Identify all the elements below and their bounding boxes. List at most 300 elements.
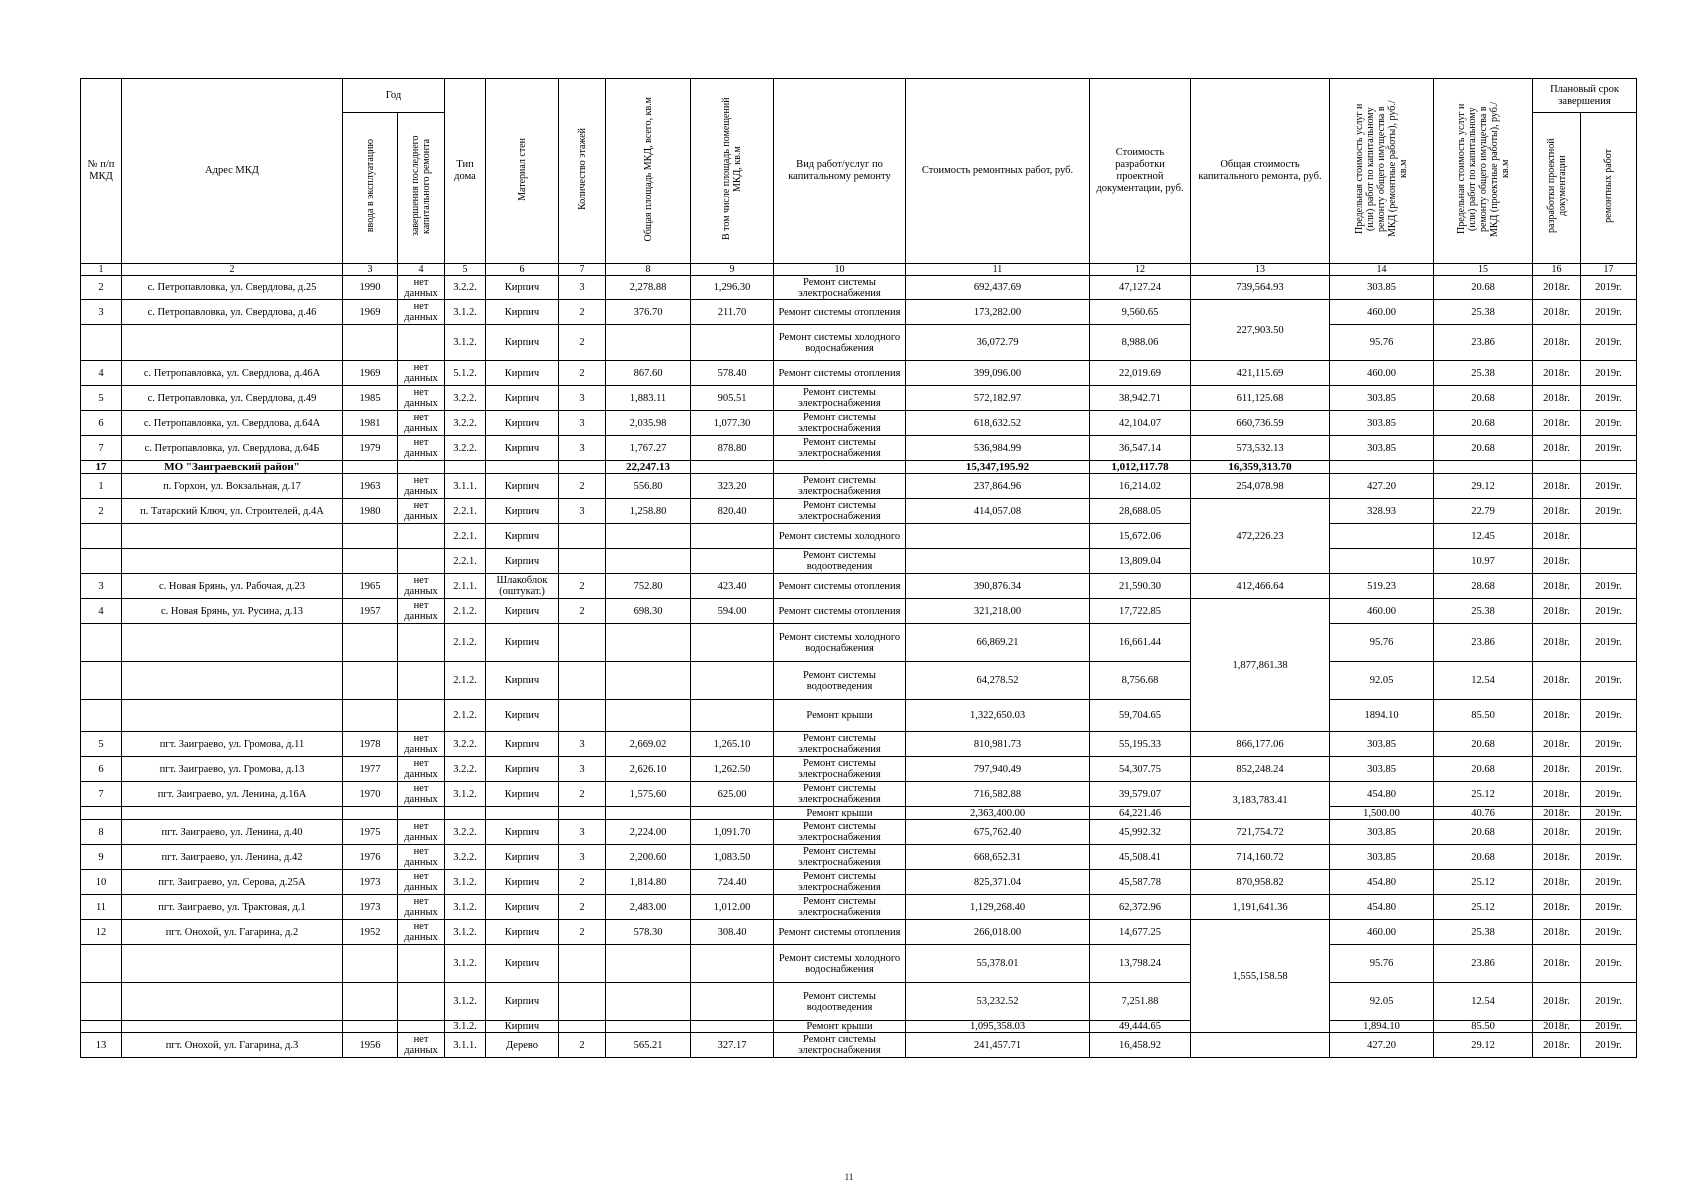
cell-floors: 2 [559,895,606,920]
cell-address: пгт. Онохой, ул. Гагарина, д.2 [122,920,343,945]
cell-address: с. Петропавловка, ул. Свердлова, д.64Б [122,436,343,461]
cell-num [81,807,122,820]
cell-house-type: 3.1.1. [445,1033,486,1058]
cell-deadline-design: 2018г. [1533,757,1581,782]
cell-design-cost: 45,508.41 [1090,845,1191,870]
cell-wall: Кирпич [486,662,559,700]
cell-area-total: 556.80 [606,474,691,499]
cell-deadline-works: 2019г. [1581,361,1637,386]
cell-deadline-works: 2019г. [1581,599,1637,624]
cell-area-premises [691,662,774,700]
cell-year-entry: 1975 [343,820,398,845]
cell-work-type: Ремонт системы электроснабжения [774,732,906,757]
header-area-premises: В том числе площадь помещений МКД, кв.м [691,79,774,264]
cell-work-type: Ремонт системы отопления [774,300,906,325]
cell-deadline-works: 2019г. [1581,276,1637,300]
table-row [81,757,1637,782]
cell-limit-design: 25.12 [1434,895,1533,920]
cell-work-type: Ремонт системы электроснабжения [774,820,906,845]
cell-floors: 3 [559,386,606,411]
cell-total-cost: 573,532.13 [1191,436,1330,461]
cell-work-type: Ремонт крыши [774,700,906,732]
cell-limit-repair: 303.85 [1330,757,1434,782]
cell-total-cost: 16,359,313.70 [1191,461,1330,474]
cell-limit-design: 20.68 [1434,386,1533,411]
cell-year-entry: 1956 [343,1033,398,1058]
cell-address [122,945,343,983]
cell-design-cost: 62,372.96 [1090,895,1191,920]
cell-area-premises [691,549,774,574]
cell-work-type: Ремонт системы электроснабжения [774,499,906,524]
cell-address: с. Петропавловка, ул. Свердлова, д.25 [122,276,343,300]
column-number: 10 [774,264,906,276]
cell-area-premises: 211.70 [691,300,774,325]
cell-deadline-design: 2018г. [1533,300,1581,325]
cell-deadline-design: 2018г. [1533,386,1581,411]
cell-house-type: 3.2.2. [445,820,486,845]
cell-year-repair [398,524,445,549]
cell-area-total: 565.21 [606,1033,691,1058]
table-row [81,870,1637,895]
cell-year-entry: 1981 [343,411,398,436]
cell-limit-design: 12.45 [1434,524,1533,549]
cell-area-premises [691,1021,774,1033]
cell-year-repair [398,624,445,662]
cell-year-repair: нет данных [398,757,445,782]
column-number: 7 [559,264,606,276]
cell-num: 2 [81,276,122,300]
cell-house-type: 3.1.2. [445,945,486,983]
cell-area-total: 578.30 [606,920,691,945]
header-repair-cost: Стоимость ремонтных работ, руб. [906,79,1090,264]
cell-limit-repair: 427.20 [1330,474,1434,499]
cell-area-premises [691,807,774,820]
cell-year-repair: нет данных [398,411,445,436]
table-body [81,276,1637,1058]
cell-house-type: 3.2.2. [445,276,486,300]
header-num: № п/п МКД [81,79,122,264]
cell-limit-design: 25.38 [1434,920,1533,945]
cell-year-repair: нет данных [398,276,445,300]
cell-area-total [606,807,691,820]
cell-limit-repair: 95.76 [1330,945,1434,983]
cell-repair-cost: 1,322,650.03 [906,700,1090,732]
cell-house-type: 3.1.2. [445,300,486,325]
cell-limit-repair [1330,524,1434,549]
subtotal-row [81,461,1637,474]
cell-year-entry: 1965 [343,574,398,599]
cell-house-type: 2.1.1. [445,574,486,599]
cell-num: 13 [81,1033,122,1058]
cell-deadline-works: 2019г. [1581,807,1637,820]
cell-work-type: Ремонт системы электроснабжения [774,895,906,920]
cell-area-total: 698.30 [606,599,691,624]
cell-num [81,945,122,983]
cell-total-cost: 739,564.93 [1191,276,1330,300]
cell-floors: 3 [559,411,606,436]
cell-area-premises: 1,265.10 [691,732,774,757]
cell-work-type: Ремонт системы водоотведения [774,983,906,1021]
cell-deadline-design: 2018г. [1533,325,1581,361]
cell-deadline-design: 2018г. [1533,499,1581,524]
cell-limit-design: 22.79 [1434,499,1533,524]
cell-address: пгт. Заиграево, ул. Серова, д.25А [122,870,343,895]
cell-area-total: 1,258.80 [606,499,691,524]
column-number: 13 [1191,264,1330,276]
column-number: 8 [606,264,691,276]
cell-deadline-works: 2019г. [1581,845,1637,870]
cell-design-cost: 9,560.65 [1090,300,1191,325]
cell-area-premises: 327.17 [691,1033,774,1058]
cell-area-premises: 625.00 [691,782,774,807]
cell-repair-cost: 797,940.49 [906,757,1090,782]
cell-year-entry: 1980 [343,499,398,524]
cell-floors [559,461,606,474]
cell-area-total: 2,278.88 [606,276,691,300]
cell-house-type: 3.2.2. [445,757,486,782]
cell-num: 3 [81,300,122,325]
cell-limit-repair [1330,461,1434,474]
cell-floors [559,624,606,662]
cell-work-type: Ремонт системы отопления [774,599,906,624]
cell-house-type: 3.1.2. [445,325,486,361]
cell-year-repair: нет данных [398,782,445,807]
cell-repair-cost: 55,378.01 [906,945,1090,983]
cell-floors [559,700,606,732]
cell-wall: Кирпич [486,549,559,574]
cell-deadline-works: 2019г. [1581,732,1637,757]
cell-area-premises: 423.40 [691,574,774,599]
cell-design-cost: 38,942.71 [1090,386,1191,411]
cell-address [122,662,343,700]
cell-house-type: 3.1.2. [445,1021,486,1033]
header-design-cost: Стоимость разработки проектной документации, руб. [1090,79,1191,264]
cell-limit-repair: 303.85 [1330,436,1434,461]
cell-design-cost: 21,590.30 [1090,574,1191,599]
cell-year-entry: 1973 [343,895,398,920]
cell-floors [559,1021,606,1033]
cell-deadline-design: 2018г. [1533,983,1581,1021]
cell-area-total: 752.80 [606,574,691,599]
cell-deadline-design: 2018г. [1533,436,1581,461]
cell-deadline-works: 2019г. [1581,820,1637,845]
cell-year-repair: нет данных [398,920,445,945]
cell-address: пгт. Заиграево, ул. Ленина, д.16А [122,782,343,807]
cell-limit-design: 20.68 [1434,732,1533,757]
table-row [81,807,1637,820]
cell-design-cost: 13,809.04 [1090,549,1191,574]
cell-year-entry: 1957 [343,599,398,624]
cell-address: с. Новая Брянь, ул. Рабочая, д.23 [122,574,343,599]
cell-area-premises: 1,083.50 [691,845,774,870]
cell-total-cost: 870,958.82 [1191,870,1330,895]
cell-deadline-works: 2019г. [1581,574,1637,599]
cell-deadline-design: 2018г. [1533,599,1581,624]
cell-area-premises: 820.40 [691,499,774,524]
cell-area-total: 2,200.60 [606,845,691,870]
cell-work-type: Ремонт системы холодного водоснабжения [774,624,906,662]
table-row [81,845,1637,870]
cell-floors: 2 [559,474,606,499]
cell-limit-design: 20.68 [1434,276,1533,300]
cell-year-entry: 1963 [343,474,398,499]
cell-deadline-works: 2019г. [1581,474,1637,499]
cell-num: 5 [81,386,122,411]
cell-limit-repair: 95.76 [1330,325,1434,361]
cell-year-repair: нет данных [398,499,445,524]
cell-year-repair: нет данных [398,895,445,920]
cell-area-premises: 1,262.50 [691,757,774,782]
cell-year-entry [343,700,398,732]
table-row [81,983,1637,1021]
cell-deadline-design: 2018г. [1533,782,1581,807]
cell-wall: Кирпич [486,700,559,732]
cell-floors: 3 [559,732,606,757]
cell-floors: 3 [559,276,606,300]
cell-deadline-design: 2018г. [1533,574,1581,599]
cell-work-type: Ремонт системы отопления [774,361,906,386]
cell-design-cost: 16,458.92 [1090,1033,1191,1058]
table-row [81,895,1637,920]
cell-address: п. Татарский Ключ, ул. Строителей, д.4А [122,499,343,524]
cell-year-repair: нет данных [398,361,445,386]
cell-address: пгт. Заиграево, ул. Ленина, д.42 [122,845,343,870]
cell-limit-repair: 1894.10 [1330,700,1434,732]
cell-address [122,549,343,574]
cell-deadline-design: 2018г. [1533,700,1581,732]
cell-total-cost: 1,877,861.38 [1191,599,1330,732]
cell-year-entry [343,807,398,820]
table-row [81,732,1637,757]
cell-repair-cost: 716,582.88 [906,782,1090,807]
cell-wall: Дерево [486,1033,559,1058]
cell-limit-repair: 427.20 [1330,1033,1434,1058]
cell-year-repair: нет данных [398,474,445,499]
cell-total-cost: 714,160.72 [1191,845,1330,870]
cell-repair-cost: 266,018.00 [906,920,1090,945]
cell-deadline-design: 2018г. [1533,276,1581,300]
cell-year-repair: нет данных [398,870,445,895]
cell-area-premises [691,700,774,732]
cell-deadline-works: 2019г. [1581,945,1637,983]
cell-area-premises: 1,077.30 [691,411,774,436]
cell-deadline-works: 2019г. [1581,700,1637,732]
capital-repair-table [80,78,1637,1058]
cell-repair-cost: 1,129,268.40 [906,895,1090,920]
cell-address [122,1021,343,1033]
cell-house-type: 2.2.1. [445,524,486,549]
cell-house-type [445,461,486,474]
header-total-cost: Общая стоимость капитального ремонта, руб. [1191,79,1330,264]
cell-num: 12 [81,920,122,945]
cell-deadline-design: 2018г. [1533,1033,1581,1058]
cell-address: пгт. Онохой, ул. Гагарина, д.3 [122,1033,343,1058]
cell-deadline-design: 2018г. [1533,474,1581,499]
cell-total-cost: 227,903.50 [1191,300,1330,361]
cell-year-repair: нет данных [398,599,445,624]
header-deadline-works: ремонтных работ [1581,113,1637,264]
cell-limit-repair: 95.76 [1330,624,1434,662]
cell-year-repair [398,325,445,361]
cell-floors: 3 [559,757,606,782]
cell-num [81,662,122,700]
cell-limit-design: 29.12 [1434,474,1533,499]
cell-area-total [606,1021,691,1033]
cell-year-entry [343,549,398,574]
cell-limit-repair: 460.00 [1330,599,1434,624]
table-row [81,1033,1637,1058]
cell-repair-cost: 64,278.52 [906,662,1090,700]
cell-year-repair: нет данных [398,820,445,845]
cell-wall: Кирпич [486,325,559,361]
cell-floors: 3 [559,845,606,870]
table-row [81,276,1637,300]
cell-deadline-works: 2019г. [1581,782,1637,807]
cell-area-premises: 1,091.70 [691,820,774,845]
cell-limit-design: 12.54 [1434,662,1533,700]
cell-year-repair: нет данных [398,386,445,411]
cell-num: 6 [81,757,122,782]
cell-limit-repair: 303.85 [1330,845,1434,870]
cell-area-total: 1,575.60 [606,782,691,807]
table-row [81,549,1637,574]
cell-work-type [774,461,906,474]
table-row [81,624,1637,662]
cell-floors [559,549,606,574]
cell-year-repair [398,1021,445,1033]
header-wall: Материал стен [486,79,559,264]
cell-house-type: 2.1.2. [445,599,486,624]
cell-num: 4 [81,599,122,624]
cell-total-cost: 660,736.59 [1191,411,1330,436]
cell-total-cost: 866,177.06 [1191,732,1330,757]
cell-deadline-design: 2018г. [1533,807,1581,820]
cell-repair-cost: 36,072.79 [906,325,1090,361]
cell-repair-cost: 241,457.71 [906,1033,1090,1058]
cell-repair-cost: 810,981.73 [906,732,1090,757]
table-row [81,361,1637,386]
cell-area-premises: 578.40 [691,361,774,386]
cell-year-entry: 1976 [343,845,398,870]
cell-area-premises [691,524,774,549]
cell-work-type: Ремонт системы холодного водоснабжения [774,945,906,983]
cell-area-total [606,325,691,361]
cell-total-cost: 1,191,641.36 [1191,895,1330,920]
cell-limit-repair: 454.80 [1330,782,1434,807]
cell-num: 17 [81,461,122,474]
cell-repair-cost: 675,762.40 [906,820,1090,845]
cell-house-type: 3.1.2. [445,983,486,1021]
table-row [81,574,1637,599]
cell-wall: Шлакоблок (оштукат.) [486,574,559,599]
table-row [81,499,1637,524]
cell-work-type: Ремонт системы электроснабжения [774,386,906,411]
cell-address [122,624,343,662]
cell-work-type: Ремонт системы электроснабжения [774,276,906,300]
cell-limit-design: 25.38 [1434,599,1533,624]
table-row [81,411,1637,436]
cell-total-cost [1191,1033,1330,1058]
cell-area-total [606,700,691,732]
cell-num [81,1021,122,1033]
header-deadline: Плановый срок завершения [1533,79,1637,113]
cell-year-entry [343,325,398,361]
cell-address: с. Петропавловка, ул. Свердлова, д.49 [122,386,343,411]
header-area-total: Общая площадь МКД, всего, кв.м [606,79,691,264]
cell-year-entry: 1969 [343,361,398,386]
cell-work-type: Ремонт системы электроснабжения [774,411,906,436]
cell-limit-repair: 303.85 [1330,386,1434,411]
cell-wall: Кирпич [486,624,559,662]
cell-repair-cost: 536,984.99 [906,436,1090,461]
cell-limit-repair: 454.80 [1330,895,1434,920]
cell-house-type: 3.1.2. [445,782,486,807]
cell-deadline-design: 2018г. [1533,820,1581,845]
cell-area-total: 2,483.00 [606,895,691,920]
cell-address: с. Петропавловка, ул. Свердлова, д.46А [122,361,343,386]
table-row [81,782,1637,807]
cell-floors [559,807,606,820]
cell-design-cost: 22,019.69 [1090,361,1191,386]
cell-year-repair [398,461,445,474]
cell-floors [559,662,606,700]
cell-num [81,624,122,662]
cell-deadline-works: 2019г. [1581,920,1637,945]
cell-deadline-design: 2018г. [1533,361,1581,386]
cell-limit-design: 28.68 [1434,574,1533,599]
cell-work-type: Ремонт системы электроснабжения [774,845,906,870]
cell-work-type: Ремонт крыши [774,807,906,820]
cell-year-repair: нет данных [398,574,445,599]
cell-design-cost: 45,992.32 [1090,820,1191,845]
cell-repair-cost: 1,095,358.03 [906,1021,1090,1033]
cell-design-cost: 17,722.85 [1090,599,1191,624]
cell-area-premises: 724.40 [691,870,774,895]
cell-area-total: 2,224.00 [606,820,691,845]
cell-address: с. Новая Брянь, ул. Русина, д.13 [122,599,343,624]
cell-area-premises [691,624,774,662]
page-number: 11 [844,1172,854,1182]
header-address: Адрес МКД [122,79,343,264]
cell-work-type: Ремонт системы отопления [774,574,906,599]
cell-total-cost: 412,466.64 [1191,574,1330,599]
cell-design-cost: 42,104.07 [1090,411,1191,436]
cell-repair-cost [906,549,1090,574]
cell-limit-design: 12.54 [1434,983,1533,1021]
column-number: 1 [81,264,122,276]
cell-deadline-works: 2019г. [1581,499,1637,524]
cell-area-total [606,624,691,662]
cell-area-premises: 1,296.30 [691,276,774,300]
cell-year-repair [398,945,445,983]
cell-year-entry: 1978 [343,732,398,757]
cell-deadline-design: 2018г. [1533,870,1581,895]
cell-year-entry [343,983,398,1021]
cell-address: пгт. Заиграево, ул. Ленина, д.40 [122,820,343,845]
cell-wall: Кирпич [486,782,559,807]
column-number-row [81,264,1637,276]
table-row [81,599,1637,624]
cell-limit-design: 40.76 [1434,807,1533,820]
cell-address [122,700,343,732]
cell-house-type: 2.1.2. [445,700,486,732]
cell-year-repair: нет данных [398,845,445,870]
cell-deadline-design: 2018г. [1533,624,1581,662]
cell-limit-repair: 92.05 [1330,662,1434,700]
cell-house-type: 3.2.2. [445,386,486,411]
column-number: 9 [691,264,774,276]
cell-house-type: 3.1.1. [445,474,486,499]
